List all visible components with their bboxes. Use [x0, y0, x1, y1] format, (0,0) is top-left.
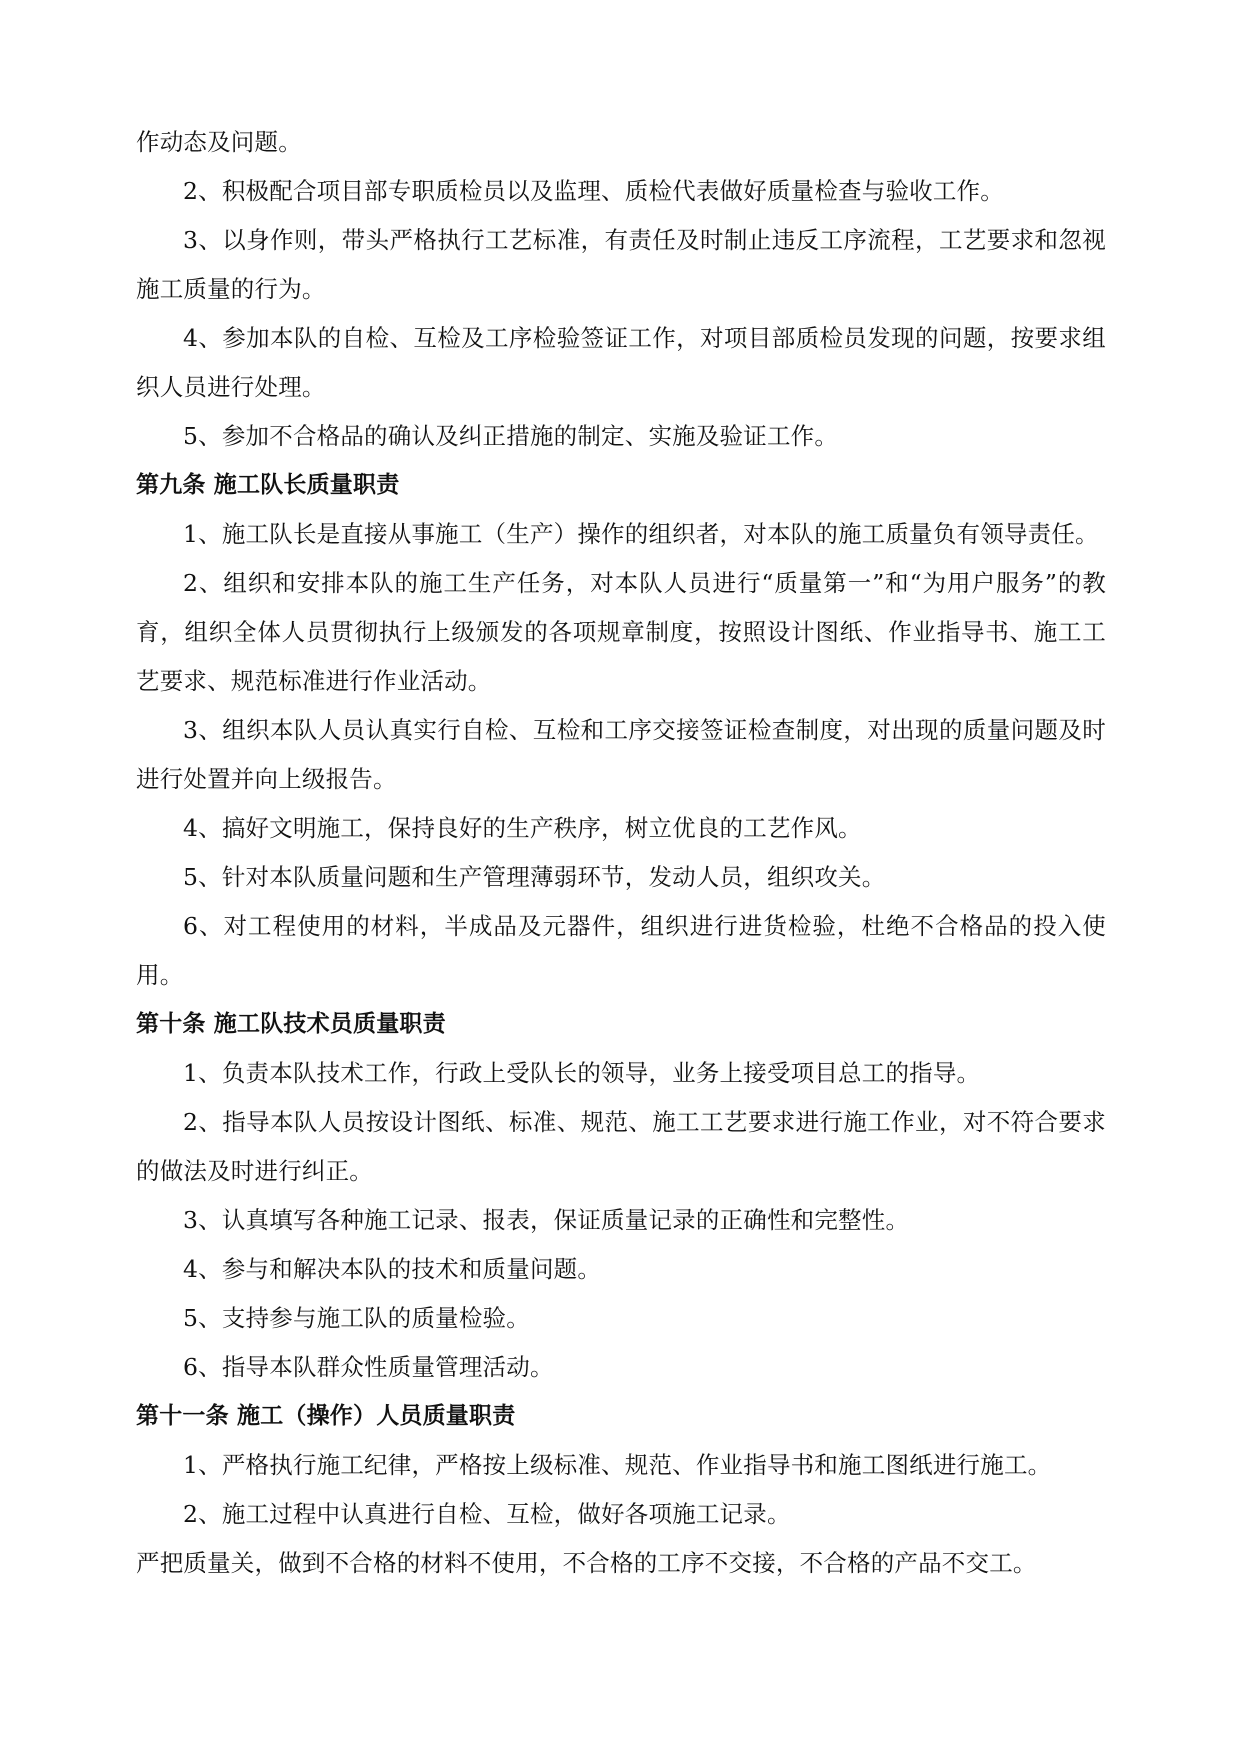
paragraph-item: 1、施工队长是直接从事施工（生产）操作的组织者，对本队的施工质量负有领导责任。 [183, 520, 1099, 548]
paragraph-item: 2、组织和安排本队的施工生产任务，对本队人员进行“质量第一”和“为用户服务”的教育，组织全体人员贯彻执行上级颁发的各项规章制度，按照设计图纸、作业指导书、施工工艺要求、规范标准进行作业活动。 [136, 569, 1106, 695]
paragraph-item: 6、指导本队群众性质量管理活动。 [183, 1353, 554, 1381]
paragraph-item: 2、积极配合项目部专职质检员以及监理、质检代表做好质量检查与验收工作。 [183, 177, 1004, 205]
paragraph-item: 3、以身作则，带头严格执行工艺标准，有责任及时制止违反工序流程，工艺要求和忽视施工质量的行为。 [136, 226, 1106, 303]
paragraph-item: 5、针对本队质量问题和生产管理薄弱环节，发动人员，组织攻关。 [183, 863, 886, 891]
document-body [136, 118, 1106, 1588]
paragraph-item: 4、搞好文明施工，保持良好的生产秩序，树立优良的工艺作风。 [183, 814, 862, 842]
section-heading: 第十一条 施工（操作）人员质量职责 [136, 1403, 516, 1429]
paragraph-item: 5、参加不合格品的确认及纠正措施的制定、实施及验证工作。 [183, 422, 839, 450]
paragraph-item: 2、指导本队人员按设计图纸、标准、规范、施工工艺要求进行施工作业，对不符合要求的做法及时进行纠正。 [136, 1108, 1106, 1185]
paragraph-item: 1、严格执行施工纪律，严格按上级标准、规范、作业指导书和施工图纸进行施工。 [183, 1451, 1052, 1479]
section-heading: 第十条 施工队技术员质量职责 [136, 1011, 446, 1037]
paragraph-item: 3、组织本队人员认真实行自检、互检和工序交接签证检查制度，对出现的质量问题及时进行处置并向上级报告。 [136, 716, 1106, 793]
paragraph-item: 5、支持参与施工队的质量检验。 [183, 1304, 530, 1332]
paragraph-item: 1、负责本队技术工作，行政上受队长的领导，业务上接受项目总工的指导。 [183, 1059, 981, 1087]
paragraph-continuation: 作动态及问题。 [136, 128, 302, 156]
paragraph-item: 4、参加本队的自检、互检及工序检验签证工作，对项目部质检员发现的问题，按要求组织人员进行处理。 [136, 324, 1106, 401]
paragraph-item: 6、对工程使用的材料，半成品及元器件，组织进行进货检验，杜绝不合格品的投入使用。 [136, 912, 1106, 989]
paragraph-closing: 严把质量关，做到不合格的材料不使用，不合格的工序不交接，不合格的产品不交工。 [136, 1549, 1037, 1577]
section-heading: 第九条 施工队长质量职责 [136, 472, 400, 498]
paragraph-item: 4、参与和解决本队的技术和质量问题。 [183, 1255, 602, 1283]
paragraph-item: 2、施工过程中认真进行自检、互检，做好各项施工记录。 [183, 1500, 791, 1528]
paragraph-item: 3、认真填写各种施工记录、报表，保证质量记录的正确性和完整性。 [183, 1206, 910, 1234]
